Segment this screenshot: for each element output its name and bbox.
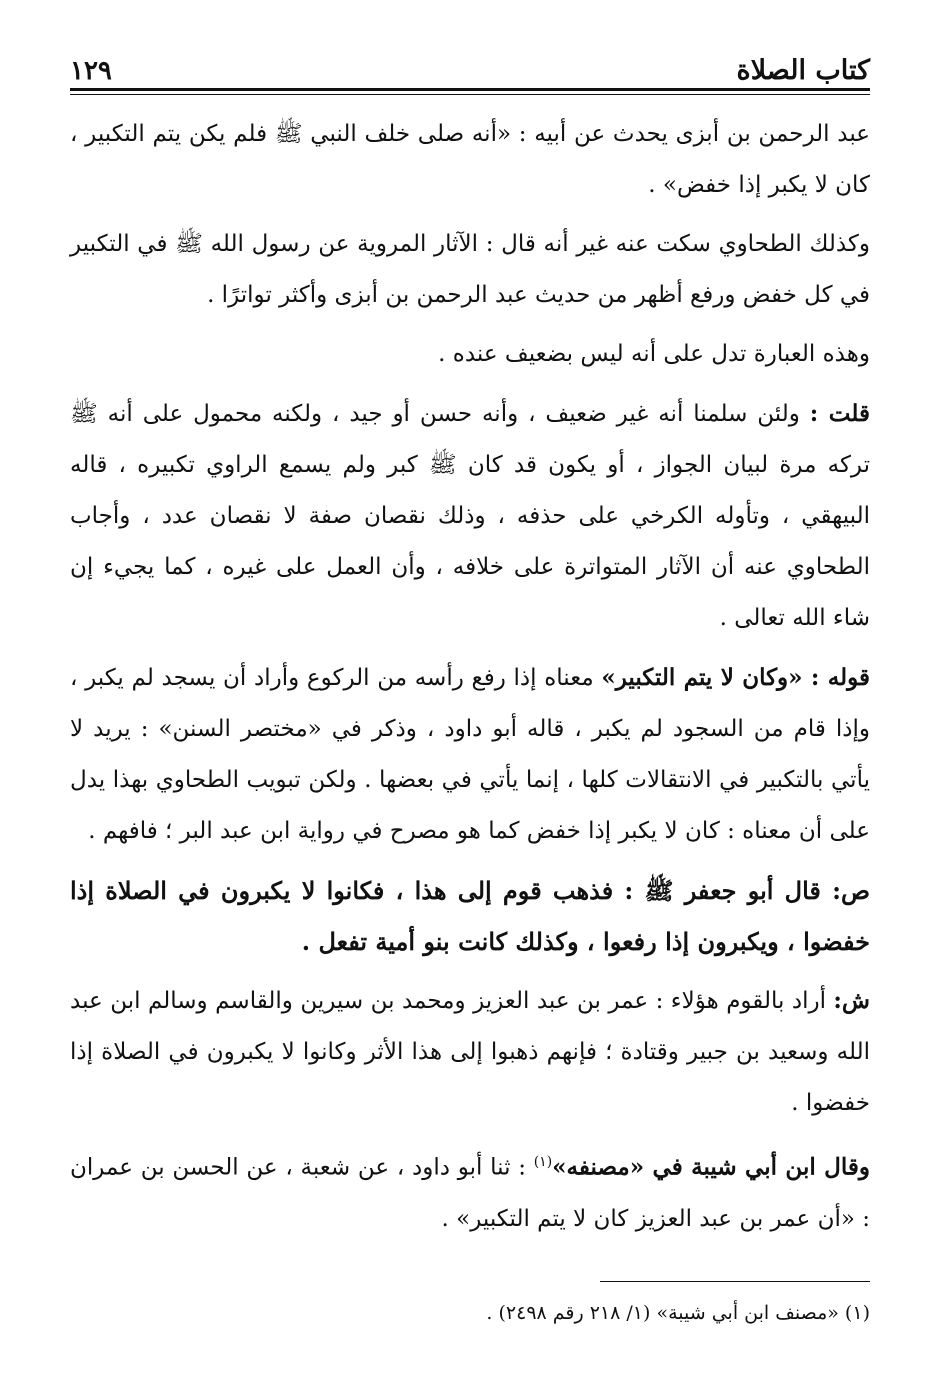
- page-header: [70, 38, 870, 86]
- paragraph: قلت : ولئن سلمنا أنه غير ضعيف ، وأنه حسن أو جيد ، ولكنه محمول على أنه ﷺ تركه مرة لبيان الجواز ، أو يكون قد كان ﷺ كبر ولم يسمع الراوي تكبيره ، قاله البيهقي ، وتأوله الكرخي على حذفه ، وذلك نقصان صفة لا نقصان عدد ، وأجاب الطحاوي عنه أن الآثار المتواترة على خلافه ، وأن العمل على غيره ، كما يجيء إن شاء الله تعالى .: [70, 400, 870, 631]
- paragraph: وقال ابن أبي شيبة في «مصنفه»$^{(١)}$ : ثنا أبو داود ، عن شعبة ، عن الحسن بن عمران : «أن عمر بن عبد العزيز كان لا يتم التكبير» .: [70, 1153, 870, 1232]
- sharh-lead: ش:: [833, 987, 870, 1014]
- paragraph: قوله : «وكان لا يتم التكبير» معناه إذا رفع رأسه من الركوع وأراد أن يسجد لم يكبر ، وإذا قام من السجود لم يكبر ، قاله أبو داود ، وذكر في «مختصر السنن» : يريد لا يأتي بالتكبير في الانتقالات كلها ، إنما يأتي في بعضها . ولكن تبويب الطحاوي بهذا يدل على أن معناه : كان لا يكبر إذا خفض كما هو مصرح في رواية ابن عبد البر ؛ فافهم .: [70, 664, 870, 844]
- page-number: ١٢٩: [70, 56, 112, 86]
- paragraph: عبد الرحمن بن أبزى يحدث عن أبيه : «أنه صلى خلف النبي ﷺ فلم يكن يتم التكبير ، كان لا يكبر إذا خفض» .: [70, 121, 871, 198]
- footnote-separator: [600, 1281, 870, 1282]
- paragraph: وكذلك الطحاوي سكت عنه غير أنه قال : الآثار المروية عن رسول الله ﷺ في التكبير في كل خفض ورفع أظهر من حديث عبد الرحمن بن أبزى وأكثر تواترًا .: [70, 231, 870, 308]
- qult-lead: قلت :: [809, 400, 870, 427]
- paragraph: وهذه العبارة تدل على أنه ليس بضعيف عنده .: [438, 341, 870, 367]
- footnote: (١) «مصنف ابن أبي شيبة» (١/ ٢١٨ رقم ٢٤٩٨) .: [486, 1301, 870, 1324]
- header-rule: [70, 88, 870, 91]
- qawluh-lead: قوله : «وكان لا يتم التكبير»: [601, 664, 870, 691]
- page: [70, 38, 870, 1328]
- header-rule-thin: [70, 94, 870, 95]
- paragraph: ش: أراد بالقوم هؤلاء : عمر بن عبد العزيز ومحمد بن سيرين والقاسم وسالم ابن عبد الله وسعيد بن جبير وقتادة ؛ فإنهم ذهبوا إلى هذا الأثر وكانوا لا يكبرون في الصلاة إذا خفضوا .: [70, 987, 870, 1116]
- main-text: [70, 109, 870, 1245]
- matn-paragraph: ص: قال أبو جعفر ﷺ : فذهب قوم إلى هذا ، فكانوا لا يكبرون في الصلاة إذا خفضوا ، ويكبرون إذا رفعوا ، وكذلك كانت بنو أمية تفعل .: [70, 876, 870, 956]
- footnote-ref: (١): [533, 1154, 553, 1170]
- chapter-title: كتاب الصلاة: [736, 55, 870, 86]
- source-lead: وقال ابن أبي شيبة في «مصنفه»: [552, 1153, 870, 1181]
